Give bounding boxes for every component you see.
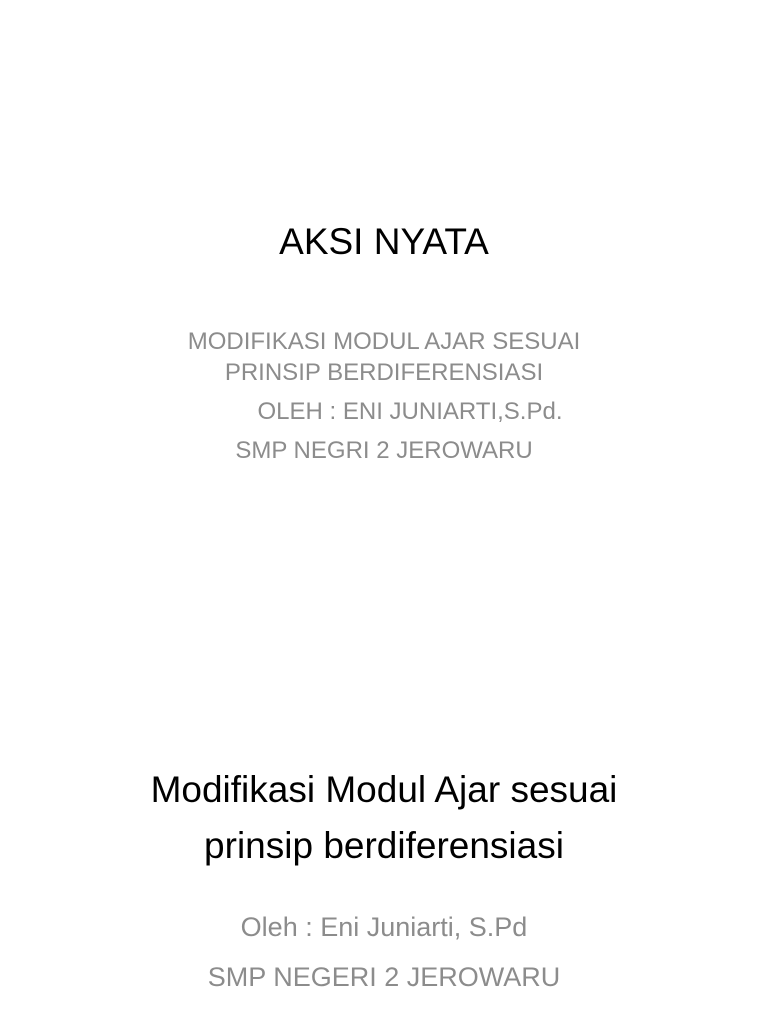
slide-1-subtitle-line-1: MODIFIKASI MODUL AJAR SESUAI <box>187 328 581 355</box>
slide-2-title-line-1: Modifikasi Modul Ajar sesuai <box>150 769 618 810</box>
slide-2-title-line-2: prinsip berdiferensiasi <box>204 825 564 866</box>
slide-1-author: OLEH : ENI JUNIARTI,S.Pd. <box>257 398 563 425</box>
slide-1-title: AKSI NYATA <box>279 221 489 262</box>
slide-2-author: Oleh : Eni Juniarti, S.Pd <box>240 912 528 942</box>
slide-1-subtitle-line-2: PRINSIP BERDIFERENSIASI <box>224 359 544 386</box>
slide-1-school: SMP NEGRI 2 JEROWARU <box>235 437 533 464</box>
slide-2-school: SMP NEGERI 2 JEROWARU <box>207 962 561 992</box>
slide-2-title <box>0 762 768 874</box>
